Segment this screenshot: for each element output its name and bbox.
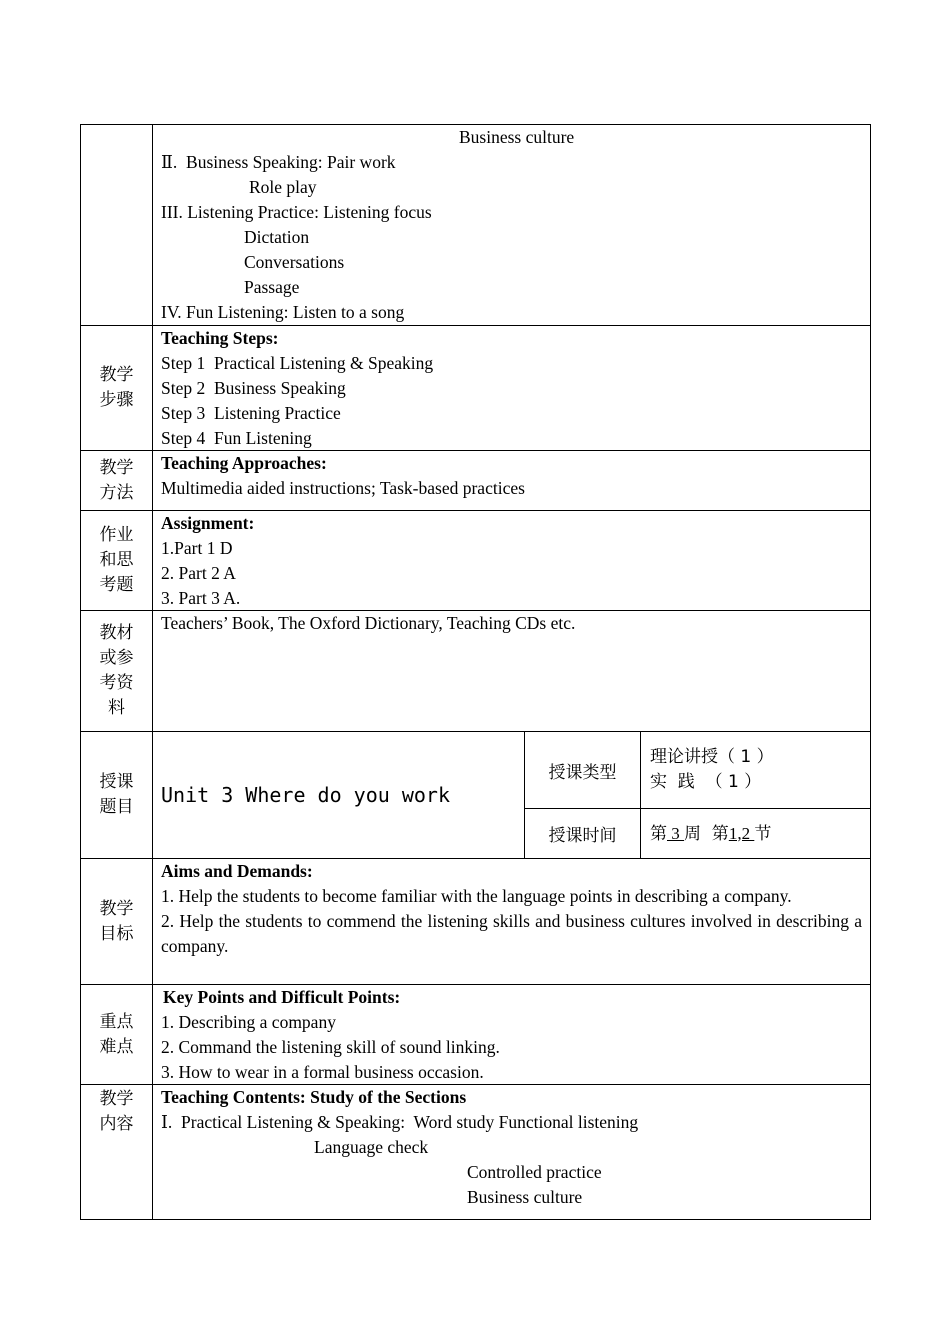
section-heading: Aims and Demands: (161, 861, 313, 881)
lesson-suffix: 节 (754, 823, 772, 844)
lesson-number: 1,2 (728, 823, 755, 843)
class-time-value (641, 809, 870, 858)
row-teaching-approaches (81, 451, 870, 511)
unit-title: Unit 3 Where do you work (153, 732, 525, 858)
week-prefix: 第 (650, 823, 667, 844)
content-line: Ⅰ. Practical Listening & Speaking: Word study Functional listening (161, 1112, 639, 1132)
content-line: Language check (314, 1137, 429, 1157)
content-line: Business culture (459, 127, 575, 147)
label-contents: 教学 内容 (81, 1085, 153, 1219)
materials-text: Teachers’ Book, The Oxford Dictionary, Teaching CDs etc. (161, 613, 576, 633)
label-key-points: 重点 难点 (81, 985, 153, 1084)
label-assignment: 作业 和思 考题 (81, 511, 153, 610)
week-number: 3 (667, 823, 684, 843)
row-key-points (81, 985, 870, 1085)
row-topic (81, 732, 870, 859)
lesson-plan-table (80, 124, 871, 1220)
content-line: Business culture (467, 1187, 583, 1207)
contents-cell (153, 1085, 870, 1219)
materials-cell (153, 611, 870, 731)
label-teaching-approaches: 教学 方法 (81, 451, 153, 510)
week-suffix: 周 第 (684, 823, 729, 844)
section-heading: Assignment: (161, 513, 255, 533)
content-continued-cell (153, 125, 870, 325)
row-contents (81, 1085, 870, 1219)
class-type-label: 授课类型 (525, 732, 641, 808)
content-line: IV. Fun Listening: Listen to a song (161, 302, 405, 322)
class-time-row (525, 809, 870, 858)
aim-item: 1. Help the students to become familiar with the language points in describing a company. (161, 886, 792, 906)
assignment-line: 2. Part 2 A (161, 563, 236, 583)
theory-hours: 理论讲授（ 1 ） (650, 747, 774, 767)
key-points-cell (153, 985, 870, 1084)
approaches-text: Multimedia aided instructions; Task-based practices (161, 478, 525, 498)
assignment-cell (153, 511, 870, 610)
content-line: III. Listening Practice: Listening focus (161, 202, 432, 222)
assignment-line: 3. Part 3 A. (161, 588, 241, 608)
section-heading: Key Points and Difficult Points: (163, 987, 401, 1007)
content-line: Conversations (244, 252, 345, 272)
row-content-continued (81, 125, 870, 326)
row-materials (81, 611, 870, 732)
row-teaching-steps (81, 326, 870, 451)
step-line: Step 2 Business Speaking (161, 378, 346, 398)
label-teaching-steps: 教学 步骤 (81, 326, 153, 450)
content-line: Ⅱ. Business Speaking: Pair work (161, 152, 396, 172)
practice-hours: 实 践 （ 1 ） (650, 772, 762, 792)
content-line: Role play (249, 177, 317, 197)
label-materials: 教材 或参 考资 料 (81, 611, 153, 731)
step-line: Step 3 Listening Practice (161, 403, 341, 423)
aims-cell (153, 859, 870, 984)
section-heading: Teaching Approaches: (161, 453, 327, 473)
aim-item: 2. Help the students to commend the listening skills and business cultures involved in describing a company. (161, 911, 862, 956)
label-aims: 教学 目标 (81, 859, 153, 984)
content-line: Dictation (244, 227, 310, 247)
step-line: Step 1 Practical Listening & Speaking (161, 353, 434, 373)
content-line: Passage (244, 277, 300, 297)
step-line: Step 4 Fun Listening (161, 428, 312, 448)
key-point-line: 1. Describing a company (161, 1012, 336, 1032)
key-point-line: 3. How to wear in a formal business occasion. (161, 1062, 484, 1082)
teaching-approaches-cell (153, 451, 870, 510)
class-type-row (525, 732, 870, 809)
label-topic: 授课 题目 (81, 732, 153, 858)
row-label-empty (81, 125, 153, 325)
assignment-line: 1.Part 1 D (161, 538, 233, 558)
row-assignment (81, 511, 870, 611)
class-type-values (641, 732, 870, 808)
content-line: Controlled practice (467, 1162, 602, 1182)
key-point-line: 2. Command the listening skill of sound linking. (161, 1037, 500, 1057)
section-heading: Teaching Steps: (161, 328, 279, 348)
section-heading: Teaching Contents: Study of the Sections (161, 1087, 467, 1107)
topic-meta (525, 732, 870, 858)
teaching-steps-cell (153, 326, 870, 450)
class-time-label: 授课时间 (525, 809, 641, 858)
topic-subgrid (153, 732, 870, 858)
row-aims (81, 859, 870, 985)
